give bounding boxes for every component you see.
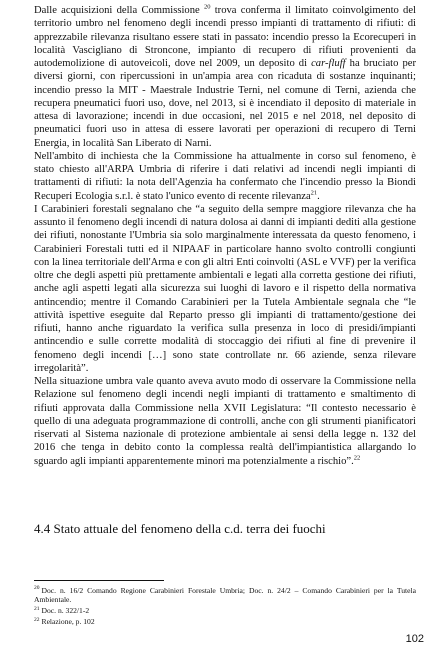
footnote-divider (34, 580, 164, 581)
paragraph-3-text: I Carabinieri forestali segnalano che “a seguito della sempre maggiore rilevanza che ha assunto il fenomeno degli incendi di natura dolosa ai danni di impianti dediti alla gestione dei rifiuti, nonostante l'Umbria sia solo marginalmente interessata da questo fenomeno, i Carabinieri Forestali tutti ed il NIPAAF in particolare hanno svolto controlli congiunti con la linea territoriale dell'Arma e con gli altri Enti coinvolti (ASL e VVF) per la verifica oltre che degli aspetti più prettamente ambientali e legati alla corretta gestione dei rifiuti, anche agli aspetti legati alla sicurezza sui luoghi di lavoro e il rispetto della normativa antincendio; mentre il Comando Carabinieri per la Tutela Ambientale segnala che “le attività ispettive eseguite dal Reparto presso gli impianti di trattamento/gestione dei rifiuti, hanno anche riguardato la verifica sulla presenza in loco di presidi/impianti antincendio e sulle corrette modalità di stoccaggio dei rifiuti al fine di prevenire il fenomeno degli incendi […] sono state controllate nr. 66 aziende, senza rilevare irregolarità”. (34, 203, 416, 374)
paragraph-1 (34, 4, 416, 150)
body-text (34, 4, 416, 468)
paragraph-2-text: Nell'ambito di inchiesta che la Commissione ha attualmente in corso sul fenomeno, è stato chiesto all'ARPA Umbria di riferire i dati relativi ad incendi negli impianti di trattamenti di rifiuti: la nota dell'Agenzia ha confermato che l'incendio presso la Biondi Recuperi Ecologia s.r.l. è stato l'unico evento di recente rilevanza (34, 150, 416, 202)
paragraph-1-text-c: ha bruciato per diversi giorni, con ripercussioni in un'ampia area con ricaduta di sostanze inquinanti; incendio presso la MIT - Maestrale Industrie Terni, nel comune di Terni, azienda che recupera pneumatici fuori uso, dove, nel 2013, si è incendiato il deposito di materiale in attesa di lavorazione; incendi in due occasioni, nel 2015 e nel 2018, nel deposito di pneumatici fuori uso in attesa di essere lavorati per operazioni di recupero di Terni Energia, in località San Liberato di Narni. (34, 58, 416, 149)
paragraph-3 (34, 203, 416, 375)
footnote-22 (34, 617, 416, 626)
footnote-text: Relazione, p. 102 (41, 617, 95, 627)
footnote-ref-21: 21 (310, 188, 318, 196)
page-number: 102 (405, 633, 424, 645)
paragraph-1-text-b: trova conferma il limitato coinvolgimento del territorio umbro nel fenomeno degli incendi presso impianti di trattamento di rifiuti: di apprezzabile rilevanza risultano essere stati in passato: incendio presso la Ecorecuperi in località Vascigliano di Stroncone, impianto di recupero di rifiuti provenienti da autodemolizione di autoveicoli, dove nel 2009, un deposito di (34, 5, 416, 69)
paragraph-4 (34, 375, 416, 468)
paragraph-4-text: Nella situazione umbra vale quanto aveva avuto modo di osservare la Commissione nella Relazione sul fenomeno degli incendi negli impianti di trattamento e smaltimento di rifiuti approvata dalla Commissione nella XVII Legislatura: “Il contesto necessario è quello di una adeguata programmazione di controlli, anche con gli strumenti pianificatori riservati al Sistema nazionale di protezione ambientale ai sensi della legge n. 132 del 2016 che tenga in debito conto la complessa realtà dell'impiantistica allargando lo sguardo agli impianti apparentemente minori ma potenzialmente a rischio”. (34, 376, 416, 467)
footnote-21 (34, 606, 416, 615)
paragraph-1-italic-term: car-fluff (311, 58, 346, 69)
footnote-text: Doc. n. 16/2 Comando Regione Carabinieri Forestale Umbria; Doc. n. 24/2 – Comando Carabinieri per la Tutela Ambientale. (34, 586, 416, 605)
footnote-ref-22: 22 (353, 453, 361, 461)
section-heading: 4.4 Stato attuale del fenomeno della c.d. terra dei fuochi (34, 521, 326, 536)
footnote-number: 21 (34, 605, 40, 612)
paragraph-1-text-a: Dalle acquisizioni della Commissione (34, 5, 200, 16)
footnote-ref-20: 20 (203, 3, 211, 11)
footnote-number: 22 (34, 616, 40, 623)
footnote-20 (34, 586, 416, 605)
footnote-number: 20 (34, 585, 40, 592)
footnotes (34, 586, 416, 628)
paragraph-2 (34, 150, 416, 203)
paragraph-2-end: . (317, 190, 320, 202)
footnote-text: Doc. n. 322/1-2 (41, 606, 90, 616)
